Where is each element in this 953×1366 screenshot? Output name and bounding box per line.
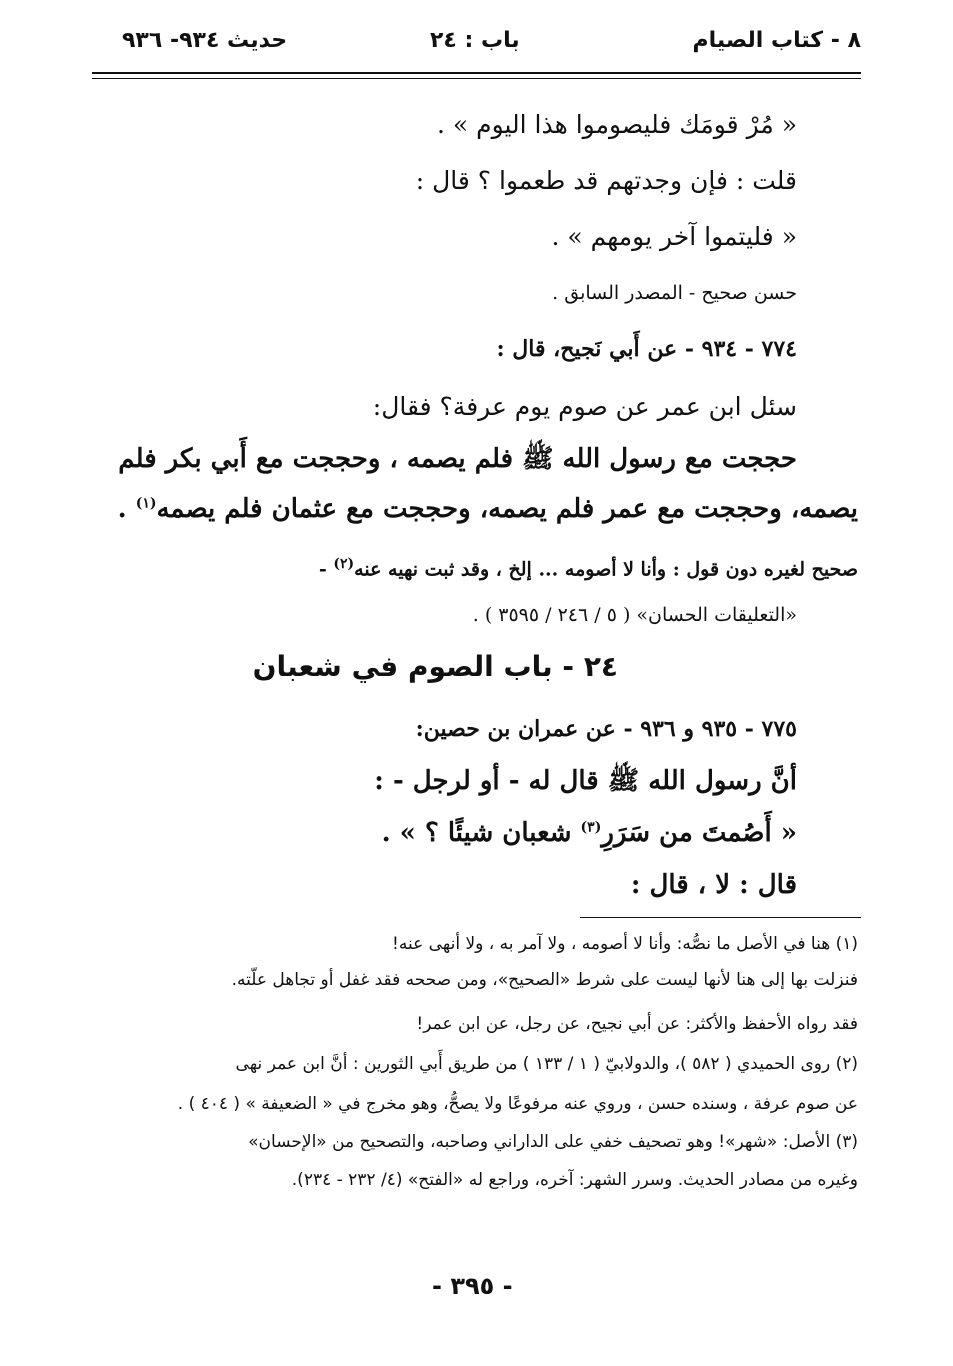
footnote-line-1: (١) هنا في الأصل ما نصُّه: وأنا لا أصومه ، ولا آمر به ، ولا أنهى عنه!: [392, 934, 858, 954]
footnote-mark-1: (١): [135, 495, 157, 512]
text-line-7: حججت مع رسول الله ﷺ فلم يصمه ، وحججت مع أَبي بكر فلم: [118, 444, 797, 474]
footnote-mark-2: (٢): [333, 556, 355, 572]
footnote-line-3: فقد رواه الأحفظ والأكثر: عن أبي نجيح، عن رجل، عن ابن عمر!: [416, 1014, 858, 1034]
text-line-1: « مُرْ قومَك فليصوموا هذا اليوم » .: [436, 110, 797, 139]
text-line-8-end: .: [117, 494, 136, 524]
header-chapter: باب : ٢٤: [430, 28, 520, 53]
text-line-2: قلت : فإن وجدتهم قد طعموا ؟ قال :: [415, 166, 797, 195]
hadith-number-line-2: ٧٧٥ - ٩٣٥ و ٩٣٦ - عن عمران بن حصين:: [415, 716, 797, 742]
header-hadith-range: حديث ٩٣٤- ٩٣٦: [122, 28, 288, 53]
text-line-8-body: يصمه، وحججت مع عمر فلم يصمه، وحججت مع عثمان فلم يصمه: [156, 494, 858, 524]
text-line-6: سئل ابن عمر عن صوم يوم عرفة؟ فقال:: [372, 392, 797, 421]
hadith-number-line: ٧٧٤ - ٩٣٤ - عن أَبي نَجيح، قال :: [496, 336, 797, 362]
text-line-8: [118, 494, 858, 524]
footnote-line-7: وغيره من مصادر الحديث. وسرر الشهر: آخره، وراجع له «الفتح» (٤/ ٢٣٢ - ٢٣٤).: [291, 1170, 858, 1190]
text-line-14: قال : لا ، قال :: [630, 870, 797, 900]
text-line-12: أنَّ رسول الله ﷺ قال له - أو لرجل - :: [374, 766, 797, 796]
section-title: ٢٤ - باب الصوم في شعبان: [252, 650, 618, 683]
grading-line-2: [319, 556, 858, 580]
footnote-line-5: عن صوم عرفة ، وسنده حسن ، وروي عنه مرفوعًا ولا يصحُّ، وهو مخرج في « الضعيفة » ( ٤٠٤ ) .: [177, 1094, 858, 1114]
grading-line-2-body: صحيح لغيره دون قول : وأنا لا أصومه ... إلخ ، وقد ثبت نهيه عنه: [354, 558, 858, 581]
footnote-rule: [580, 917, 861, 918]
header-rule-thin: [92, 78, 861, 79]
text-line-13: [382, 818, 797, 848]
text-line-13-end: شعبان شيئًا ؟ » .: [381, 818, 581, 848]
grading-line: حسن صحيح - المصدر السابق .: [552, 282, 797, 304]
grading-line-2-end: -: [318, 558, 334, 581]
text-line-13-body: « أَصُمتَ من سَرَرِ: [601, 818, 797, 848]
footnote-line-6: (٣) الأصل: «شهر»! وهو تصحيف خفي على الداراني وصاحبه، والتصحيح من «الإحسان»: [248, 1132, 858, 1152]
header-book-title: ٨ - كتاب الصيام: [692, 28, 861, 53]
page-number: - ٣٩٥ -: [432, 1272, 513, 1300]
footnote-line-4: (٢) روى الحميدي ( ٥٨٢ )، والدولابيّ ( ١ / ١٣٣ ) من طريق أَبي الثورين : أنَّ ابن عمر نهى: [235, 1054, 858, 1074]
footnote-line-2: فنزلت بها إلى هنا لأنها ليست على شرط «الصحيح»، ومن صححه فقد غفل أو تجاهل علّته.: [231, 970, 858, 990]
text-line-3: « فليتموا آخر يومهم » .: [551, 222, 797, 251]
footnote-mark-3: (٣): [580, 819, 602, 836]
header-rule: [92, 72, 861, 74]
reference-line: «التعليقات الحسان» ( ٥ / ٢٤٦ / ٣٥٩٥ ) .: [472, 604, 797, 626]
